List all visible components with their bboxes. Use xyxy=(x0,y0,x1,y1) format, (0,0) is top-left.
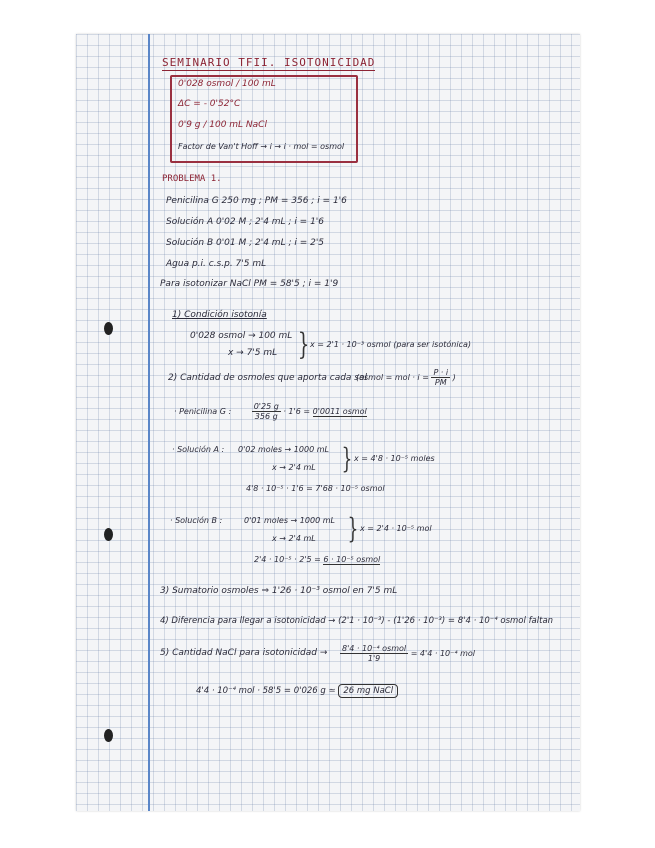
step5-final xyxy=(196,686,398,696)
punch-hole xyxy=(104,528,113,541)
step1-result: x = 2'1 · 10⁻³ osmol (para ser isotónica) xyxy=(310,340,471,349)
step3-text: 3) Sumatorio osmoles ⇒ 1'26 · 10⁻³ osmol en 7'5 mL xyxy=(160,586,398,596)
problem-data-5: Para isotonizar NaCl PM = 58'5 ; i = 1'9 xyxy=(160,279,339,289)
problem-data-2: Solución A 0'02 M ; 2'4 mL ; i = 1'6 xyxy=(166,217,325,227)
solution-b-calc-result: 6 · 10⁻⁵ osmol xyxy=(323,555,381,564)
step1-line-a: 0'028 osmol → 100 mL xyxy=(190,331,293,341)
step1-heading: 1) Condición isotonía xyxy=(172,310,267,320)
formula-suffix: ) xyxy=(452,373,456,382)
formula-prefix: (osmol = mol · i = xyxy=(356,373,429,382)
formula-denominator: PM xyxy=(434,378,447,387)
solution-a-calc: 4'8 · 10⁻⁵ · 1'6 = 7'68 · 10⁻⁵ osmol xyxy=(246,484,385,493)
solution-b-calc-prefix: 2'4 · 10⁻⁵ · 2'5 = xyxy=(254,555,321,564)
penicillin-label: · Penicilina G : xyxy=(174,407,232,416)
step2-heading: 2) Cantidad de osmoles que aporta cada sal xyxy=(168,373,368,383)
step5-fraction xyxy=(340,644,475,663)
punch-hole xyxy=(104,729,113,742)
step2-formula xyxy=(356,368,456,387)
brace: } xyxy=(347,512,359,545)
page-title: SEMINARIO TFII. ISOTONICIDAD xyxy=(162,56,376,69)
solution-a-line-1: 0'02 moles → 1000 mL xyxy=(238,445,329,454)
step4-text: 4) Diferencia para llegar a isotonicidad → (2'1 · 10⁻³) - (1'26 · 10⁻³) = 8'4 · 10⁻⁴ osmol faltan xyxy=(160,616,554,626)
step5-heading: 5) Cantidad NaCl para isotonicidad → xyxy=(160,648,328,658)
notebook-page xyxy=(76,34,580,811)
penicillin-denominator: 356 g xyxy=(254,412,278,421)
step1-line-b: x → 7'5 mL xyxy=(228,348,278,358)
formula-numerator: P · i xyxy=(433,368,449,377)
solution-b-label: · Solución B : xyxy=(170,516,223,525)
step5-denominator: 1'9 xyxy=(367,654,381,663)
problem-data-4: Agua p.i. c.s.p. 7'5 mL xyxy=(166,259,267,269)
summary-line-4: Factor de Van't Hoff → i → i · mol = osmol xyxy=(178,142,345,151)
step5-numerator: 8'4 · 10⁻⁴ osmol xyxy=(342,644,407,653)
step5-final-calc: 4'4 · 10⁻⁴ mol · 58'5 = 0'026 g ≃ xyxy=(196,686,336,696)
solution-a-label: · Solución A : xyxy=(172,445,225,454)
solution-b-result: x = 2'4 · 10⁻⁵ mol xyxy=(360,524,432,533)
brace: } xyxy=(297,327,310,362)
problem-data-3: Solución B 0'01 M ; 2'4 mL ; i = 2'5 xyxy=(166,238,325,248)
brace: } xyxy=(341,442,353,475)
step5-result: = 4'4 · 10⁻⁴ mol xyxy=(410,649,476,658)
solution-a-line-2: x → 2'4 mL xyxy=(272,463,316,472)
final-answer: 26 mg NaCl xyxy=(338,684,398,698)
solution-b-line-1: 0'01 moles → 1000 mL xyxy=(244,516,335,525)
penicillin-row xyxy=(174,402,367,421)
problem-data-1: Penicilina G 250 mg ; PM = 356 ; i = 1'6 xyxy=(166,196,347,206)
solution-a-result: x = 4'8 · 10⁻⁵ moles xyxy=(354,454,435,463)
summary-line-2: ΔC = - 0'52°C xyxy=(178,99,241,109)
penicillin-multiplier: · 1'6 = xyxy=(283,407,311,416)
problem-heading: PROBLEMA 1. xyxy=(162,174,222,184)
penicillin-numerator: 0'25 g xyxy=(253,402,279,411)
summary-line-3: 0'9 g / 100 mL NaCl xyxy=(178,120,267,130)
solution-b-line-2: x → 2'4 mL xyxy=(272,534,316,543)
margin-line xyxy=(148,34,150,811)
penicillin-result: 0'0011 osmol xyxy=(312,407,367,416)
summary-line-1: 0'028 osmol / 100 mL xyxy=(178,79,276,89)
punch-hole xyxy=(104,322,113,335)
solution-b-calc xyxy=(254,555,380,564)
